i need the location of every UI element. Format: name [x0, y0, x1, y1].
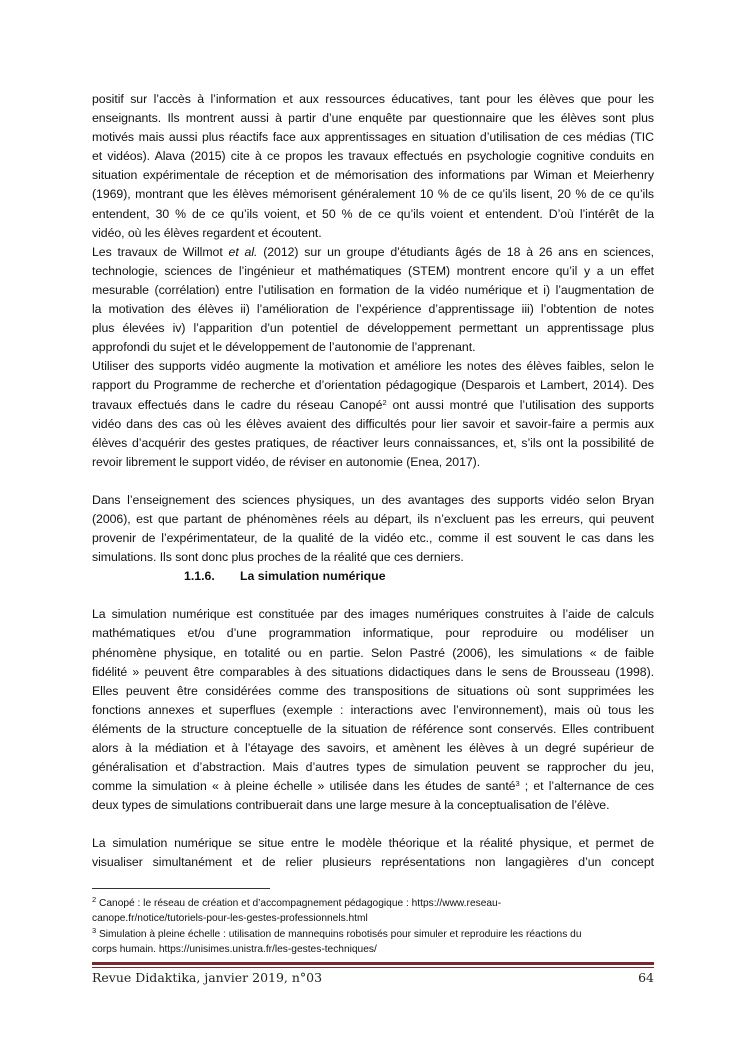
page-number: 64	[638, 970, 654, 985]
section-title: La simulation numérique	[240, 569, 386, 584]
text-line: phénomène physique, en totalité ou en partie. Selon Pastré (2006), les simulations « de faible	[92, 645, 654, 660]
text-line: généralisation et d’abstraction. Mais d’autres types de simulation peuvent se rapprocher du jeu,	[92, 760, 654, 775]
text-line: revoir librement le support vidéo, de réviser en autonomie (Enea, 2017).	[92, 454, 481, 469]
paragraph-4	[92, 491, 654, 567]
text-line: rapport du Programme de recherche et d’orientation pédagogique (Desparois et Lambert, 2014). Des	[92, 378, 654, 393]
text-line: La simulation numérique se situe entre le modèle théorique et la réalité physique, et permet de	[92, 836, 654, 851]
text-line: mathématiques et/ou d’une programmation informatique, pour reproduire ou modéliser un	[92, 626, 654, 641]
text-run: (2012) sur un groupe d’étudiants âgés de 18 à 26 ans en sciences,	[257, 244, 655, 259]
paragraph-1	[92, 90, 654, 243]
text-line: entendent, 30 % de ce qu’ils voient, et 50 % de ce qu’ils voient et entendent. D’où l’intérêt de la	[92, 206, 654, 221]
footnote-text: Canopé : le réseau de création et d’accompagnement pédagogique : https://www.reseau-	[96, 898, 502, 909]
footnote-2-url[interactable]: canope.fr/notice/tutoriels-pour-les-gestes-professionnels.html	[92, 913, 368, 925]
text-line: éléments de la structure conceptuelle de la situation de référence sont conservés. Elles contribuent	[92, 721, 654, 736]
footnote-2	[92, 896, 654, 911]
text-line: La simulation numérique est constituée par des images numériques construites à l’aide de calculs	[92, 607, 654, 622]
text-line: fidélité » peuvent être comparables à des situations didactiques dans le sens de Brousseau (1998).	[92, 664, 654, 679]
text-line: vidéo, où les élèves regardent et écoutent.	[92, 225, 322, 240]
italic-et-al: et al.	[228, 244, 258, 259]
footnote-text: Simulation à pleine échelle : utilisation de mannequins robotisés pour simuler et reproduire les réactions du	[96, 928, 582, 940]
footnote-separator	[92, 888, 270, 889]
paragraph-2	[92, 243, 654, 358]
text-run: Les travaux de Willmot	[92, 244, 229, 259]
text-line	[92, 396, 654, 415]
text-line: vidéo dans des cas où les élèves avaient des difficultés pour lier savoir et savoir-faire a permis aux	[92, 416, 654, 431]
text-line: simulations. Ils sont donc plus proches de la réalité que ces derniers.	[92, 550, 464, 565]
paragraph-gap	[92, 472, 654, 491]
text-line: (2006), est que partant de phénomènes réels au départ, ils n’excluent pas les erreurs, qui peuvent	[92, 511, 654, 526]
footer-rule-thin	[92, 967, 654, 968]
text-line: visualiser simultanément et de relier plusieurs représentations non langagières d’un concept	[92, 855, 654, 870]
text-line: enseignants. Ils montrent aussi à partir d’une enquête par questionnaire que les élèves sont plus	[92, 111, 654, 126]
section-number: 1.1.6.	[184, 569, 215, 584]
footnotes	[92, 896, 654, 958]
text-line: la motivation des élèves ii) l’amélioration de l’expérience d’apprentissage iii) l’obtention de notes	[92, 302, 654, 317]
text-line: et vidéos). Alava (2015) cite à ce propos les travaux effectués en psychologie cognitive conduits en	[92, 149, 654, 164]
footnote-ref-2[interactable]: 2	[382, 397, 387, 407]
text-line	[92, 777, 654, 796]
paragraph-3	[92, 357, 654, 472]
section-paragraph-2	[92, 834, 654, 872]
text-line: motivés mais aussi plus réactifs face aux apprentissages en situation d’utilisation de ces médias (TIC	[92, 130, 654, 145]
footnote-ref-3[interactable]: 3	[515, 779, 520, 789]
text-line: situation expérimentale de réception et de mémorisation des informations par Wiman et Meierhenry	[92, 168, 654, 183]
text-line: élèves d’acquérir des gestes pratiques, de réactiver leurs connaissances, et, s’ils ont la possibilité de	[92, 435, 654, 450]
text-line: alors à la médiation et à l’étayage des savoirs, et amènent les élèves à un degré supérieur de	[92, 741, 654, 755]
text-line: deux types de simulations contribuerait dans une large mesure à la conceptualisation de l’élève.	[92, 798, 610, 813]
footnote-3	[92, 927, 654, 942]
text-line	[92, 243, 654, 262]
text-line: Dans l’enseignement des sciences physiques, un des avantages des supports vidéo selon Bryan	[92, 492, 654, 507]
text-run: comme la simulation « à pleine échelle » utilisée dans les études de santé	[92, 779, 516, 794]
text-line: approfondi du sujet et le développement de l’autonomie de l’apprenant.	[92, 340, 476, 355]
paragraph-gap	[92, 586, 654, 605]
section-heading	[92, 567, 654, 586]
journal-name: Revue Didaktika, janvier 2019, n°03	[92, 970, 323, 985]
text-line: technologie, sciences de l’ingénieur et mathématiques (STEM) montrent encore qu’il y a un effet	[92, 263, 654, 278]
text-line: Elles peuvent être considérées comme des transpositions de situations où sont supprimées les	[92, 683, 654, 698]
text-line: positif sur l’accès à l’information et aux ressources éducatives, tant pour les élèves que pour les	[92, 92, 654, 106]
text-run: travaux effectués dans le cadre du réseau Canopé	[92, 397, 383, 412]
text-run: ; et l’alternance de ces	[519, 779, 654, 794]
footnote-number: 2	[92, 895, 97, 904]
footer-rule-thick	[92, 962, 654, 965]
section-paragraph-1	[92, 605, 654, 815]
paragraph-gap	[92, 815, 654, 834]
text-run: ont aussi montré que l’utilisation des supports	[386, 397, 655, 412]
text-line: provenir de l’expérimentateur, de la qualité de la vidéo etc., comme il est souvent le cas dans les	[92, 531, 654, 546]
text-line: fonctions annexes et superflues (exemple : interactions avec l’environnement), mais où tous les	[92, 702, 654, 717]
text-line: plus élevées iv) l’apparition d’un potentiel de développement permettant un apprentissage plus	[92, 321, 654, 336]
text-line: Utiliser des supports vidéo augmente la motivation et améliore les notes des élèves faibles, selon le	[92, 359, 654, 374]
page-body	[92, 90, 654, 873]
text-line: mesurable (corrélation) entre l’utilisation en formation de la vidéo numérique et i) l’augmentation de	[92, 282, 654, 297]
footnote-3-url[interactable]: corps humain. https://unisimes.unistra.fr/les-gestes-techniques/	[92, 944, 377, 956]
text-line: (1969), montrant que les élèves mémorisent généralement 10 % de ce qu’ils lisent, 20 % de ce qu’ils	[92, 187, 654, 202]
footnote-number: 3	[92, 925, 97, 935]
